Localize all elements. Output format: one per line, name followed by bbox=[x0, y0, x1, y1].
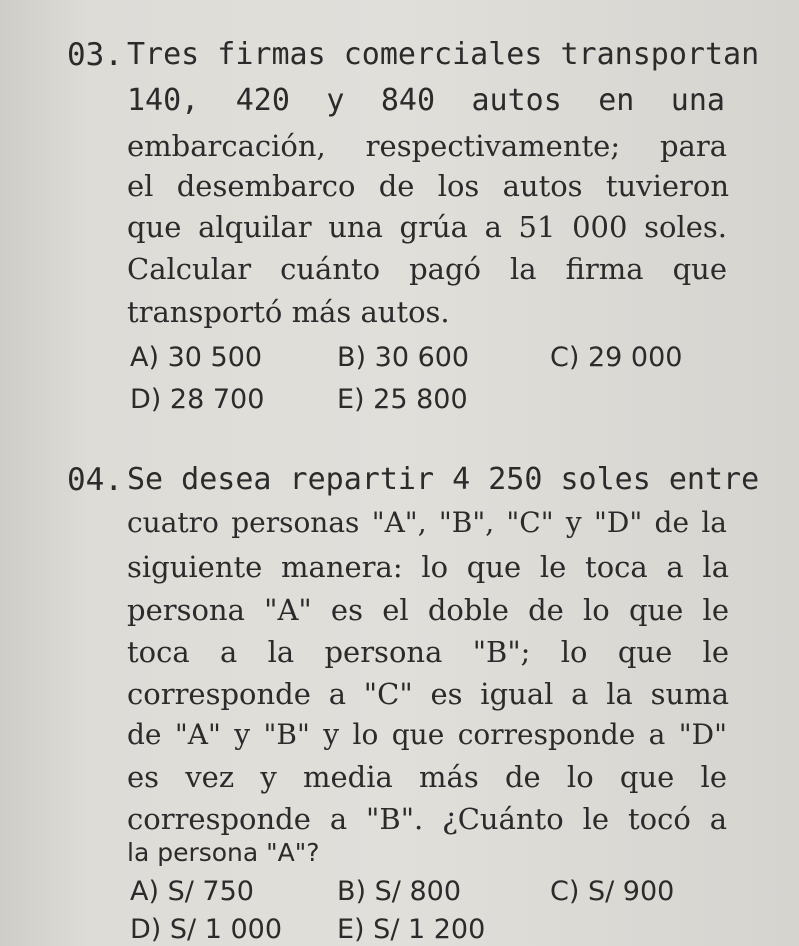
option-a: A) 30 500 bbox=[130, 342, 263, 373]
problem-text-line: persona "A" es el doble de lo que le bbox=[127, 593, 729, 627]
option-e: E) 25 800 bbox=[337, 384, 468, 415]
problem-text-line: el desembarco de los autos tuvieron bbox=[127, 169, 729, 203]
problem-text-line: la persona "A"? bbox=[127, 838, 320, 867]
option-e: E) S/ 1 200 bbox=[337, 914, 486, 945]
problem-text-line: corresponde a "C" es igual a la suma bbox=[127, 677, 729, 711]
problem-number: 03. bbox=[67, 37, 123, 73]
problem-text-line: de "A" y "B" y lo que corresponde a "D" bbox=[127, 718, 727, 751]
problem-text-line: Calcular cuánto pagó la firma que bbox=[127, 252, 727, 286]
option-a: A) S/ 750 bbox=[130, 876, 254, 907]
problem-text-line: siguiente manera: lo que le toca a la bbox=[127, 550, 729, 584]
problem-text-line: cuatro personas "A", "B", "C" y "D" de la bbox=[127, 506, 727, 539]
problem-number: 04. bbox=[67, 462, 123, 498]
problem-text-line: es vez y media más de lo que le bbox=[127, 760, 727, 794]
problem-text-line: 140, 420 y 840 autos en una bbox=[127, 83, 725, 118]
option-d: D) 28 700 bbox=[130, 384, 265, 415]
problem-text-line: transportó más autos. bbox=[127, 295, 450, 329]
problem-text-line: embarcación, respectivamente; para bbox=[127, 129, 727, 163]
option-b: B) S/ 800 bbox=[337, 876, 461, 907]
option-b: B) 30 600 bbox=[337, 342, 470, 373]
problem-text-line: corresponde a "B". ¿Cuánto le tocó a bbox=[127, 802, 727, 836]
option-d: D) S/ 1 000 bbox=[130, 914, 283, 945]
problem-text-line: Tres firmas comerciales transportan bbox=[127, 37, 760, 72]
problem-text-line: toca a la persona "B"; lo que le bbox=[127, 635, 729, 669]
problem-text-line: que alquilar una grúa a 51 000 soles. bbox=[127, 210, 727, 244]
problem-text-line: Se desea repartir 4 250 soles entre bbox=[127, 462, 760, 497]
option-c: C) S/ 900 bbox=[550, 876, 675, 907]
option-c: C) 29 000 bbox=[550, 342, 683, 373]
